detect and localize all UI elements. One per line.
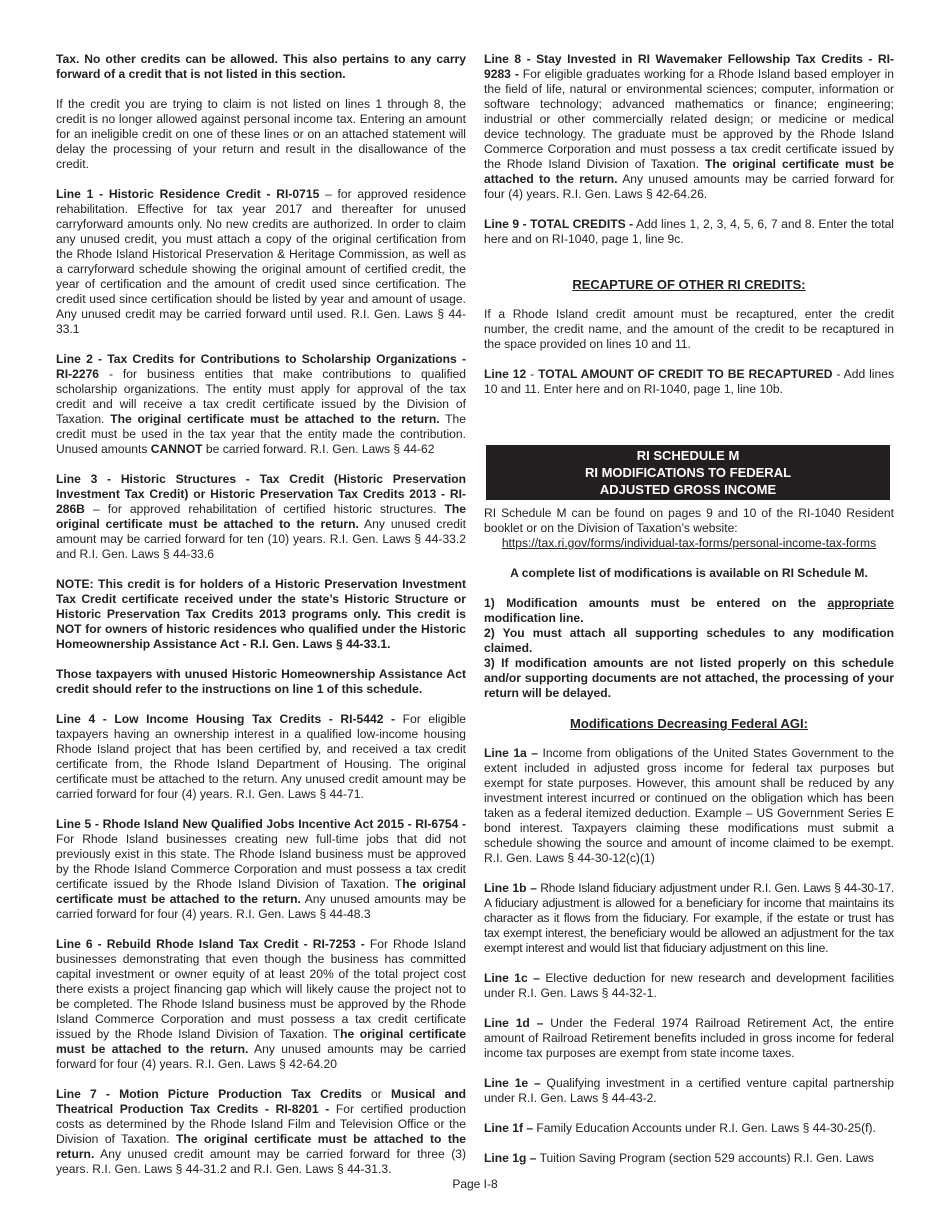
line-12-instructions: Line 12 - TOTAL AMOUNT OF CREDIT TO BE RECAPTURED - Add lines 10 and 11. Enter here and on RI-1040, page 1, line 10b. <box>484 367 894 396</box>
banner-line-2: RI MODIFICATIONS TO FEDERAL <box>584 465 792 480</box>
intro-continued: Tax. No other credits can be allowed. This also pertains to any carry forward of a credit that is not listed in this section. <box>56 52 466 81</box>
mods-decreasing-heading: Modifications Decreasing Federal AGI: <box>570 716 808 731</box>
line-6-instructions: Line 6 - Rebuild Rhode Island Tax Credit - RI-7253 - For Rhode Island businesses demonstrating that even though the business has committed capital investment or owner equity of at least 20% of the total project cost there exists a project financing gap which will likely cause the project not to be completed. The Rhode Island business must be approved by the Rhode Island Commerce Corporation and must possess a tax credit certificate issued by the Rhode Island Division of Taxation. The original certificate must be attached to the return. Any unused amounts may be carried forward for four (4) years. R.I. Gen. Laws § 42-64.20 <box>56 937 466 1071</box>
intro-warning: If the credit you are trying to claim is not listed on lines 1 through 8, the credit is no longer allowed against personal income tax. Entering an amount for an ineligible credit on one of these lines or on an attached statement will delay the processing of your return and result in the disallowance of the credit. <box>56 97 466 171</box>
line-1g-instructions: Line 1g – Tuition Saving Program (section 529 accounts) R.I. Gen. Laws <box>484 1151 874 1165</box>
recapture-text: If a Rhode Island credit amount must be recaptured, enter the credit number, the credit name, and the amount of the credit to be recaptured in the space provided on lines 10 and 11. <box>484 307 894 351</box>
line-1c-instructions: Line 1c – Elective deduction for new research and development facilities under R.I. Gen. Laws § 44-32-1. <box>484 971 895 1000</box>
rule-3: 3) If modification amounts are not listed properly on this schedule and/or supporting documents are not attached, the processing of your return will be delayed. <box>484 656 894 700</box>
line-1e-instructions: Line 1e – Qualifying investment in a certified venture capital partnership under R.I. Gen. Laws § 44-43-2. <box>484 1076 894 1105</box>
line-3-instructions: Line 3 - Historic Structures - Tax Credit (Historic Preservation Investment Tax Credit) or Historic Preservation Tax Credits 2013 - RI-286B – for approved rehabilitation of certified historic structures. The original certificate must be attached to the return. Any unused credit amount may be carried forward for ten (10) years. R.I. Gen. Laws § 44-33.2 and R.I. Gen. Laws § 44-33.6 <box>56 472 466 561</box>
line-5-instructions: Line 5 - Rhode Island New Qualified Jobs Incentive Act 2015 - RI-6754 - For Rhode Island businesses creating new full-time jobs that did not previously exist in this state. The Rhode Island business must be approved by the Rhode Island Commerce Corporation and must possess a tax credit certificate issued by the Rhode Island Division of Taxation. The original certificate must be attached to the return. Any unused amounts may be carried forward for four (4) years. R.I. Gen. Laws § 44-48.3 <box>56 817 466 921</box>
homeownership-note: Those taxpayers with unused Historic Homeownership Assistance Act credit should refer to the instructions on line 1 of this schedule. <box>56 667 466 696</box>
banner-line-3: ADJUSTED GROSS INCOME <box>599 482 777 497</box>
rule-1: 1) Modification amounts must be entered on the appropriate modification line. <box>484 596 894 625</box>
right-column <box>484 52 894 1181</box>
line-8-instructions: Line 8 - Stay Invested in RI Wavemaker Fellowship Tax Credits - RI-9283 - For eligible graduates working for a Rhode Island based employer in the field of life, natural or environmental sciences; computer, information or software technology; advanced mathematics or finance; engineering; industrial or other commercially related design; or medicine or medical device technology. The graduate must be approved by the Rhode Island Commerce Corporation and must possess a tax credit certificate issued by the Rhode Island Division of Taxation. The original certificate must be attached to the return. Any unused amounts may be carried forward for four (4) years. R.I. Gen. Laws § 42-64.26. <box>484 52 895 201</box>
line-1f-instructions: Line 1f – Family Education Accounts under R.I. Gen. Laws § 44-30-25(f). <box>484 1121 876 1135</box>
line-1b-instructions: Line 1b – Rhode Island fiduciary adjustment under R.I. Gen. Laws § 44-30-17. A fiduciary adjustment is allowed for a beneficiary for income that maintains its character as it flows from the fiduciary. For example, if the estate or trust has tax exempt interest, the beneficiary would be allowed an adjustment for the tax exempt interest and would list that fiduciary adjustment on this line. <box>484 881 895 955</box>
line-4-instructions: Line 4 - Low Income Housing Tax Credits - RI-5442 - For eligible taxpayers having an ownership interest in a qualified low-income housing Rhode Island project that has been certified by, and received a tax credit certificate from, the Rhode Island Department of Housing. The original certificate must be attached to the return. Any unused credit amount may be carried forward for four (4) years. R.I. Gen. Laws § 44-71. <box>56 712 467 801</box>
schedule-m-link[interactable]: https://tax.ri.gov/forms/individual-tax-forms/personal-income-tax-forms <box>501 536 877 550</box>
line-2-instructions: Line 2 - Tax Credits for Contributions to Scholarship Organizations - RI-2276 - for business entities that make contributions to qualified scholarship organizations. The entity must apply for approval of the tax credit and will receive a tax credit certificate issued by the Division of Taxation. The original certificate must be attached to the return. The credit must be used in the tax year that the entity made the contribution. Unused amounts CANNOT be carried forward. R.I. Gen. Laws § 44-62 <box>56 352 467 456</box>
modification-rules <box>484 596 894 701</box>
left-column <box>56 52 466 1192</box>
rule-2: 2) You must attach all supporting schedules to any modification claimed. <box>484 626 894 655</box>
line-1-instructions: Line 1 - Historic Residence Credit - RI-0715 – for approved residence rehabilitation. Effective for tax year 2017 and thereafter for unused carryforward amounts only. No new credits are authorized. In order to claim any unused credit, you must attach a copy of the original certification from the Rhode Island Historical Preservation & Heritage Commission, as well as a carryforward schedule showing the original amount of certified credit, the year of certification and the amount of credit used since certification. The credit used since certification should be listed by year and amount of usage. Any unused credit may be carried forward until used. R.I. Gen. Laws § 44-33.1 <box>56 187 466 336</box>
banner-line-1: RI SCHEDULE M <box>636 448 740 463</box>
complete-list-note: A complete list of modifications is available on RI Schedule M. <box>510 566 868 580</box>
line-9-instructions: Line 9 - TOTAL CREDITS - Add lines 1, 2, 3, 4, 5, 6, 7 and 8. Enter the total here and on RI-1040, page 1, line 9c. <box>484 217 894 246</box>
recapture-heading: RECAPTURE OF OTHER RI CREDITS: <box>572 277 806 292</box>
page-number: Page I-8 <box>452 1177 498 1191</box>
line-1a-instructions: Line 1a – Income from obligations of the United States Government to the extent included in adjusted gross income for federal tax purposes but exempt for state purposes. However, this amount shall be reduced by any investment interest incurred or continued on the obligation which has been taken as a federal itemized deduction. Example – US Government Series E bond interest. Taxpayers claiming these modifications must submit a schedule showing the source and amount of income claimed to be exempt. R.I. Gen. Laws § 44-30-12(c)(1) <box>484 746 895 865</box>
historic-note: NOTE: This credit is for holders of a Historic Preservation Investment Tax Credit certificate received under the state’s Historic Structure or Historic Preservation Tax Credits 2013 programs only. This credit is NOT for owners of historic residences who qualified under the Historic Homeownership Assistance Act - R.I. Gen. Laws § 44-33.1. <box>56 577 466 651</box>
line-7-instructions: Line 7 - Motion Picture Production Tax Credits or Musical and Theatrical Production Tax Credits - RI-8201 - For certified production costs as determined by the Rhode Island Film and Television Office or the Division of Taxation. The original certificate must be attached to the return. Any unused credit amount may be carried forward for three (3) years. R.I. Gen. Laws § 44-31.2 and R.I. Gen. Laws § 44-31.3. <box>56 1087 466 1176</box>
line-1d-instructions: Line 1d – Under the Federal 1974 Railroad Retirement Act, the entire amount of Railroad Retirement benefits included in gross income for federal income tax purposes are exempt from state income taxes. <box>484 1016 894 1060</box>
schedule-m-text: RI Schedule M can be found on pages 9 and 10 of the RI-1040 Resident booklet or on the Division of Taxation’s website: <box>484 506 894 535</box>
schedule-m-banner <box>486 445 890 500</box>
